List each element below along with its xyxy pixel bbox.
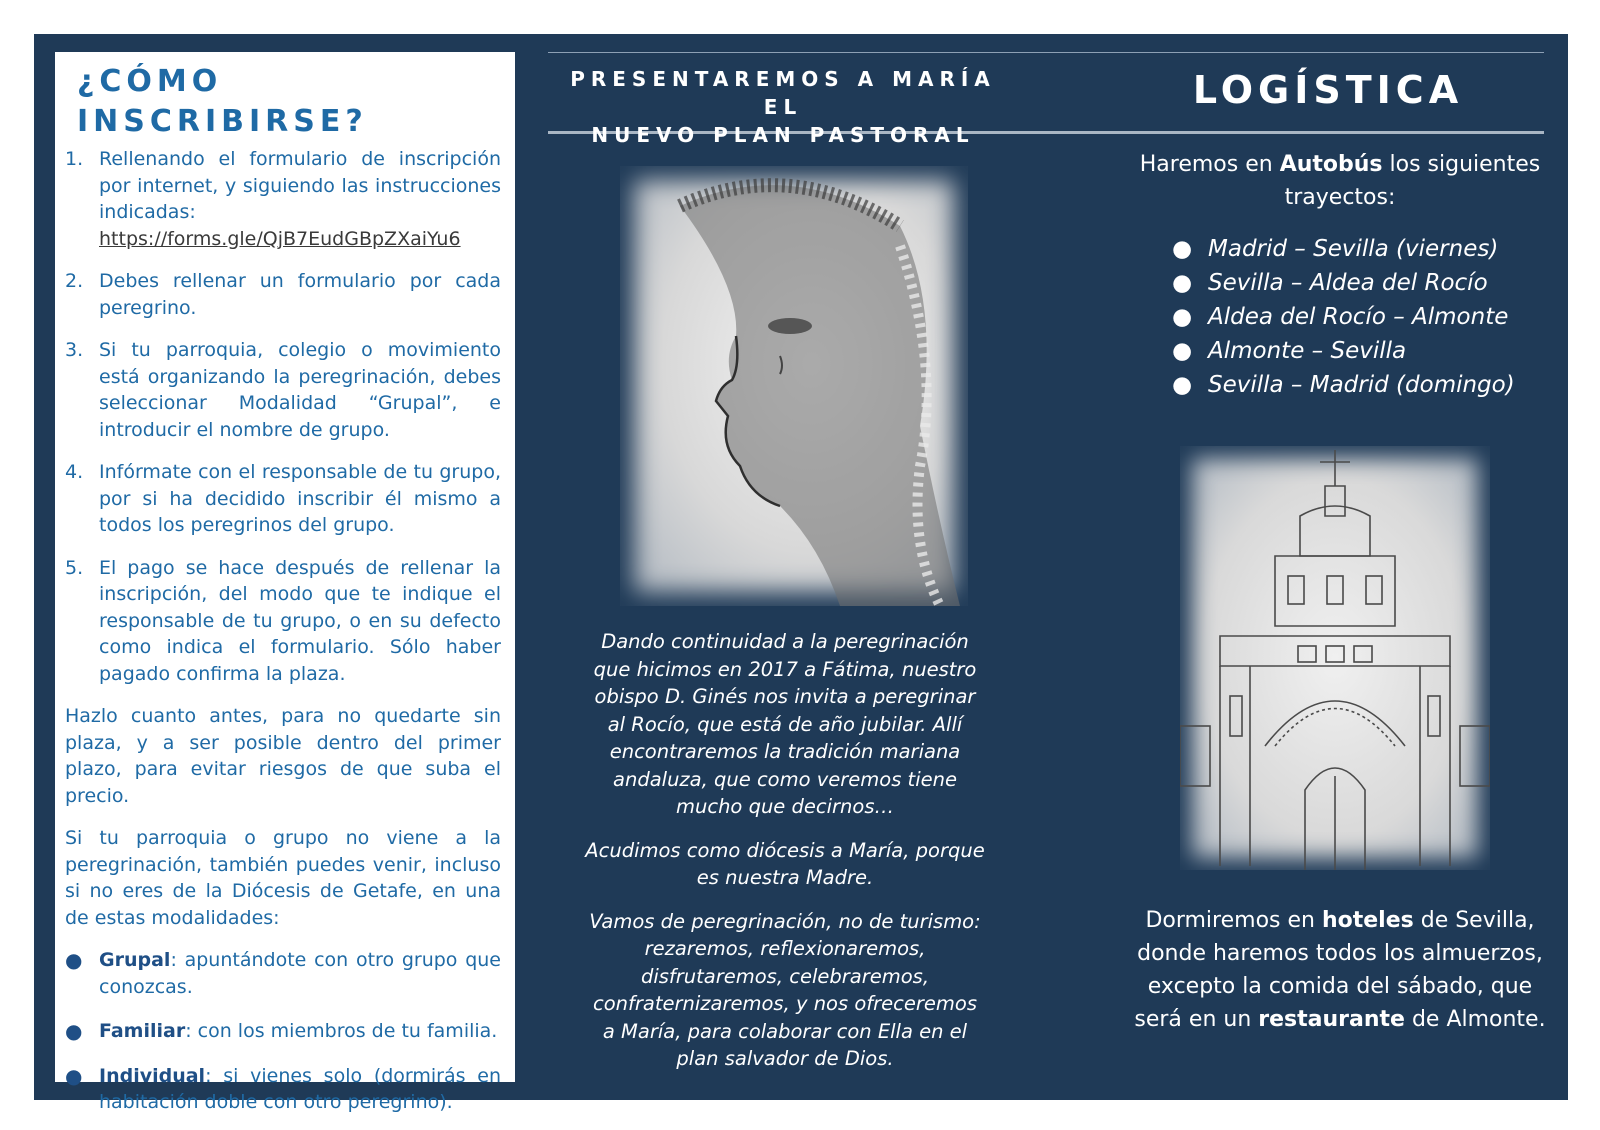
step-item: [65, 268, 501, 321]
modality-name: Grupal: [99, 949, 171, 971]
step-item: [65, 146, 501, 252]
modality-item: [65, 1063, 501, 1116]
bullet-icon: ●: [65, 1063, 83, 1088]
modalities-list: [65, 947, 501, 1116]
route-text: Aldea del Rocío – Almonte: [1208, 304, 1509, 330]
registration-title: ¿CÓMO INSCRIBIRSE?: [77, 64, 368, 139]
church-drawing: [1180, 446, 1490, 870]
bullet-icon: ●: [1172, 372, 1193, 398]
form-link[interactable]: https://forms.gle/QjB7EudGBpZXaiYu6: [99, 227, 461, 250]
route-text: Sevilla – Aldea del Rocío: [1208, 270, 1488, 296]
step-text-body: Rellenando el formulario de inscripción por internet, y siguiendo las instrucciones indicadas:: [99, 148, 501, 223]
intro-text-end: los siguientes trayectos:: [1284, 152, 1541, 210]
modality-text: [99, 1063, 501, 1116]
step-number: 5.: [65, 556, 84, 579]
modality-item: [65, 947, 501, 1000]
step-item: [65, 459, 501, 539]
bullet-icon: ●: [1172, 338, 1193, 364]
modality-desc: : apuntándote con otro grupo que conozcas.: [99, 949, 501, 998]
route-text: Almonte – Sevilla: [1208, 338, 1407, 364]
modality-name: Individual: [99, 1064, 206, 1087]
modality-item: [65, 1018, 501, 1045]
route-text: Madrid – Sevilla (viernes): [1208, 236, 1499, 262]
bullet-icon: ●: [1172, 304, 1193, 330]
lodging-text-3: de Almonte.: [1404, 1007, 1546, 1032]
lodging-bold-hotels: hoteles: [1321, 908, 1414, 933]
step-number: 1.: [65, 148, 84, 170]
middle-title-line1: PRESENTAREMOS A MARÍA EL: [570, 67, 996, 119]
modality-text: [99, 947, 501, 1000]
intro-bold: Autobús: [1279, 152, 1383, 177]
step-text: Debes rellenar un formulario por cada peregrino.: [99, 270, 501, 319]
header-band: [548, 52, 1544, 147]
lodging-bold-restaurant: restaurante: [1258, 1007, 1405, 1032]
bullet-icon: ●: [65, 948, 83, 972]
bus-routes-list: [1172, 232, 1552, 402]
registration-steps: [65, 146, 501, 687]
modality-desc: : si vienes solo (dormirás en habitación doble con otro peregrino).: [99, 1064, 501, 1113]
bullet-icon: ●: [1172, 236, 1193, 262]
lodging-text-1: Dormiremos en: [1145, 908, 1322, 933]
virgin-mary-drawing: [620, 166, 968, 606]
step-item: [65, 555, 501, 688]
modality-text: [99, 1018, 501, 1045]
virgin-sketch-svg: [620, 166, 968, 606]
middle-paragraph-2: Acudimos como diócesis a María, porque es nuestra Madre.: [585, 838, 985, 889]
logistics-intro: [1130, 148, 1550, 214]
step-text: El pago se hace después de rellenar la inscripción, del modo que te indique el responsable de tu grupo, o en su defecto como indica el formulario. Sólo haber pagado confirma la plaza.: [99, 556, 501, 685]
church-sketch-svg: [1180, 446, 1490, 870]
route-item: [1172, 232, 1552, 266]
logistics-title: LOGÍSTICA: [1192, 68, 1464, 112]
modalities-intro: Si tu parroquia o grupo no viene a la peregrinación, también puedes venir, incluso si no eres de la Diócesis de Getafe, en una de estas modalidades:: [65, 827, 501, 929]
step-text: Infórmate con el responsable de tu grupo, por si ha decidido inscribir él mismo a todos los peregrinos del grupo.: [99, 461, 501, 536]
route-item: [1172, 266, 1552, 300]
middle-title-line2: NUEVO PLAN PASTORAL: [591, 123, 975, 147]
lodging-text-2: de Sevilla, donde haremos todos los almuerzos, excepto la comida del sábado, que será en un: [1134, 908, 1543, 1032]
intro-text: Haremos en: [1139, 152, 1280, 177]
step-text: Si tu parroquia, colegio o movimiento está organizando la peregrinación, debes seleccionar Modalidad “Grupal”, e introducir el nombre de grupo.: [99, 339, 501, 441]
route-item: [1172, 368, 1552, 402]
middle-paragraph-3: Vamos de peregrinación, no de turismo: rezaremos, reflexionaremos, disfrutaremos, celebraremos, confraternizaremos, y nos ofreceremos a María, para colaborar con Ella en el plan salvador de Dios.: [589, 909, 981, 1070]
lodging-text: [1130, 904, 1550, 1036]
bullet-icon: ●: [65, 1019, 83, 1043]
step-number: 2.: [65, 270, 84, 292]
bullet-icon: ●: [1172, 270, 1193, 296]
route-item: [1172, 334, 1552, 368]
hurry-paragraph: Hazlo cuanto antes, para no quedarte sin plaza, y a ser posible dentro del primer plazo, para evitar riesgos de que suba el precio.: [65, 705, 501, 807]
route-text: Sevilla – Madrid (domingo): [1208, 372, 1515, 398]
modality-name: Familiar: [99, 1020, 186, 1042]
middle-paragraph-1: Dando continuidad a la peregrinación que hicimos en 2017 a Fátima, nuestro obispo D. Ginés nos invita a peregrinar al Rocío, que está de año jubilar. Allí encontraremos la tradición mariana andaluza, que como veremos tiene mucho que decirnos…: [593, 630, 977, 818]
step-number: 4.: [65, 461, 84, 483]
middle-title: [548, 65, 1018, 149]
middle-text: [585, 628, 985, 1089]
step-number: 3.: [65, 339, 84, 361]
registration-panel: [55, 52, 515, 1113]
step-text: [99, 146, 501, 252]
step-item: [65, 337, 501, 443]
route-item: [1172, 300, 1552, 334]
modality-desc: : con los miembros de tu familia.: [185, 1020, 498, 1042]
